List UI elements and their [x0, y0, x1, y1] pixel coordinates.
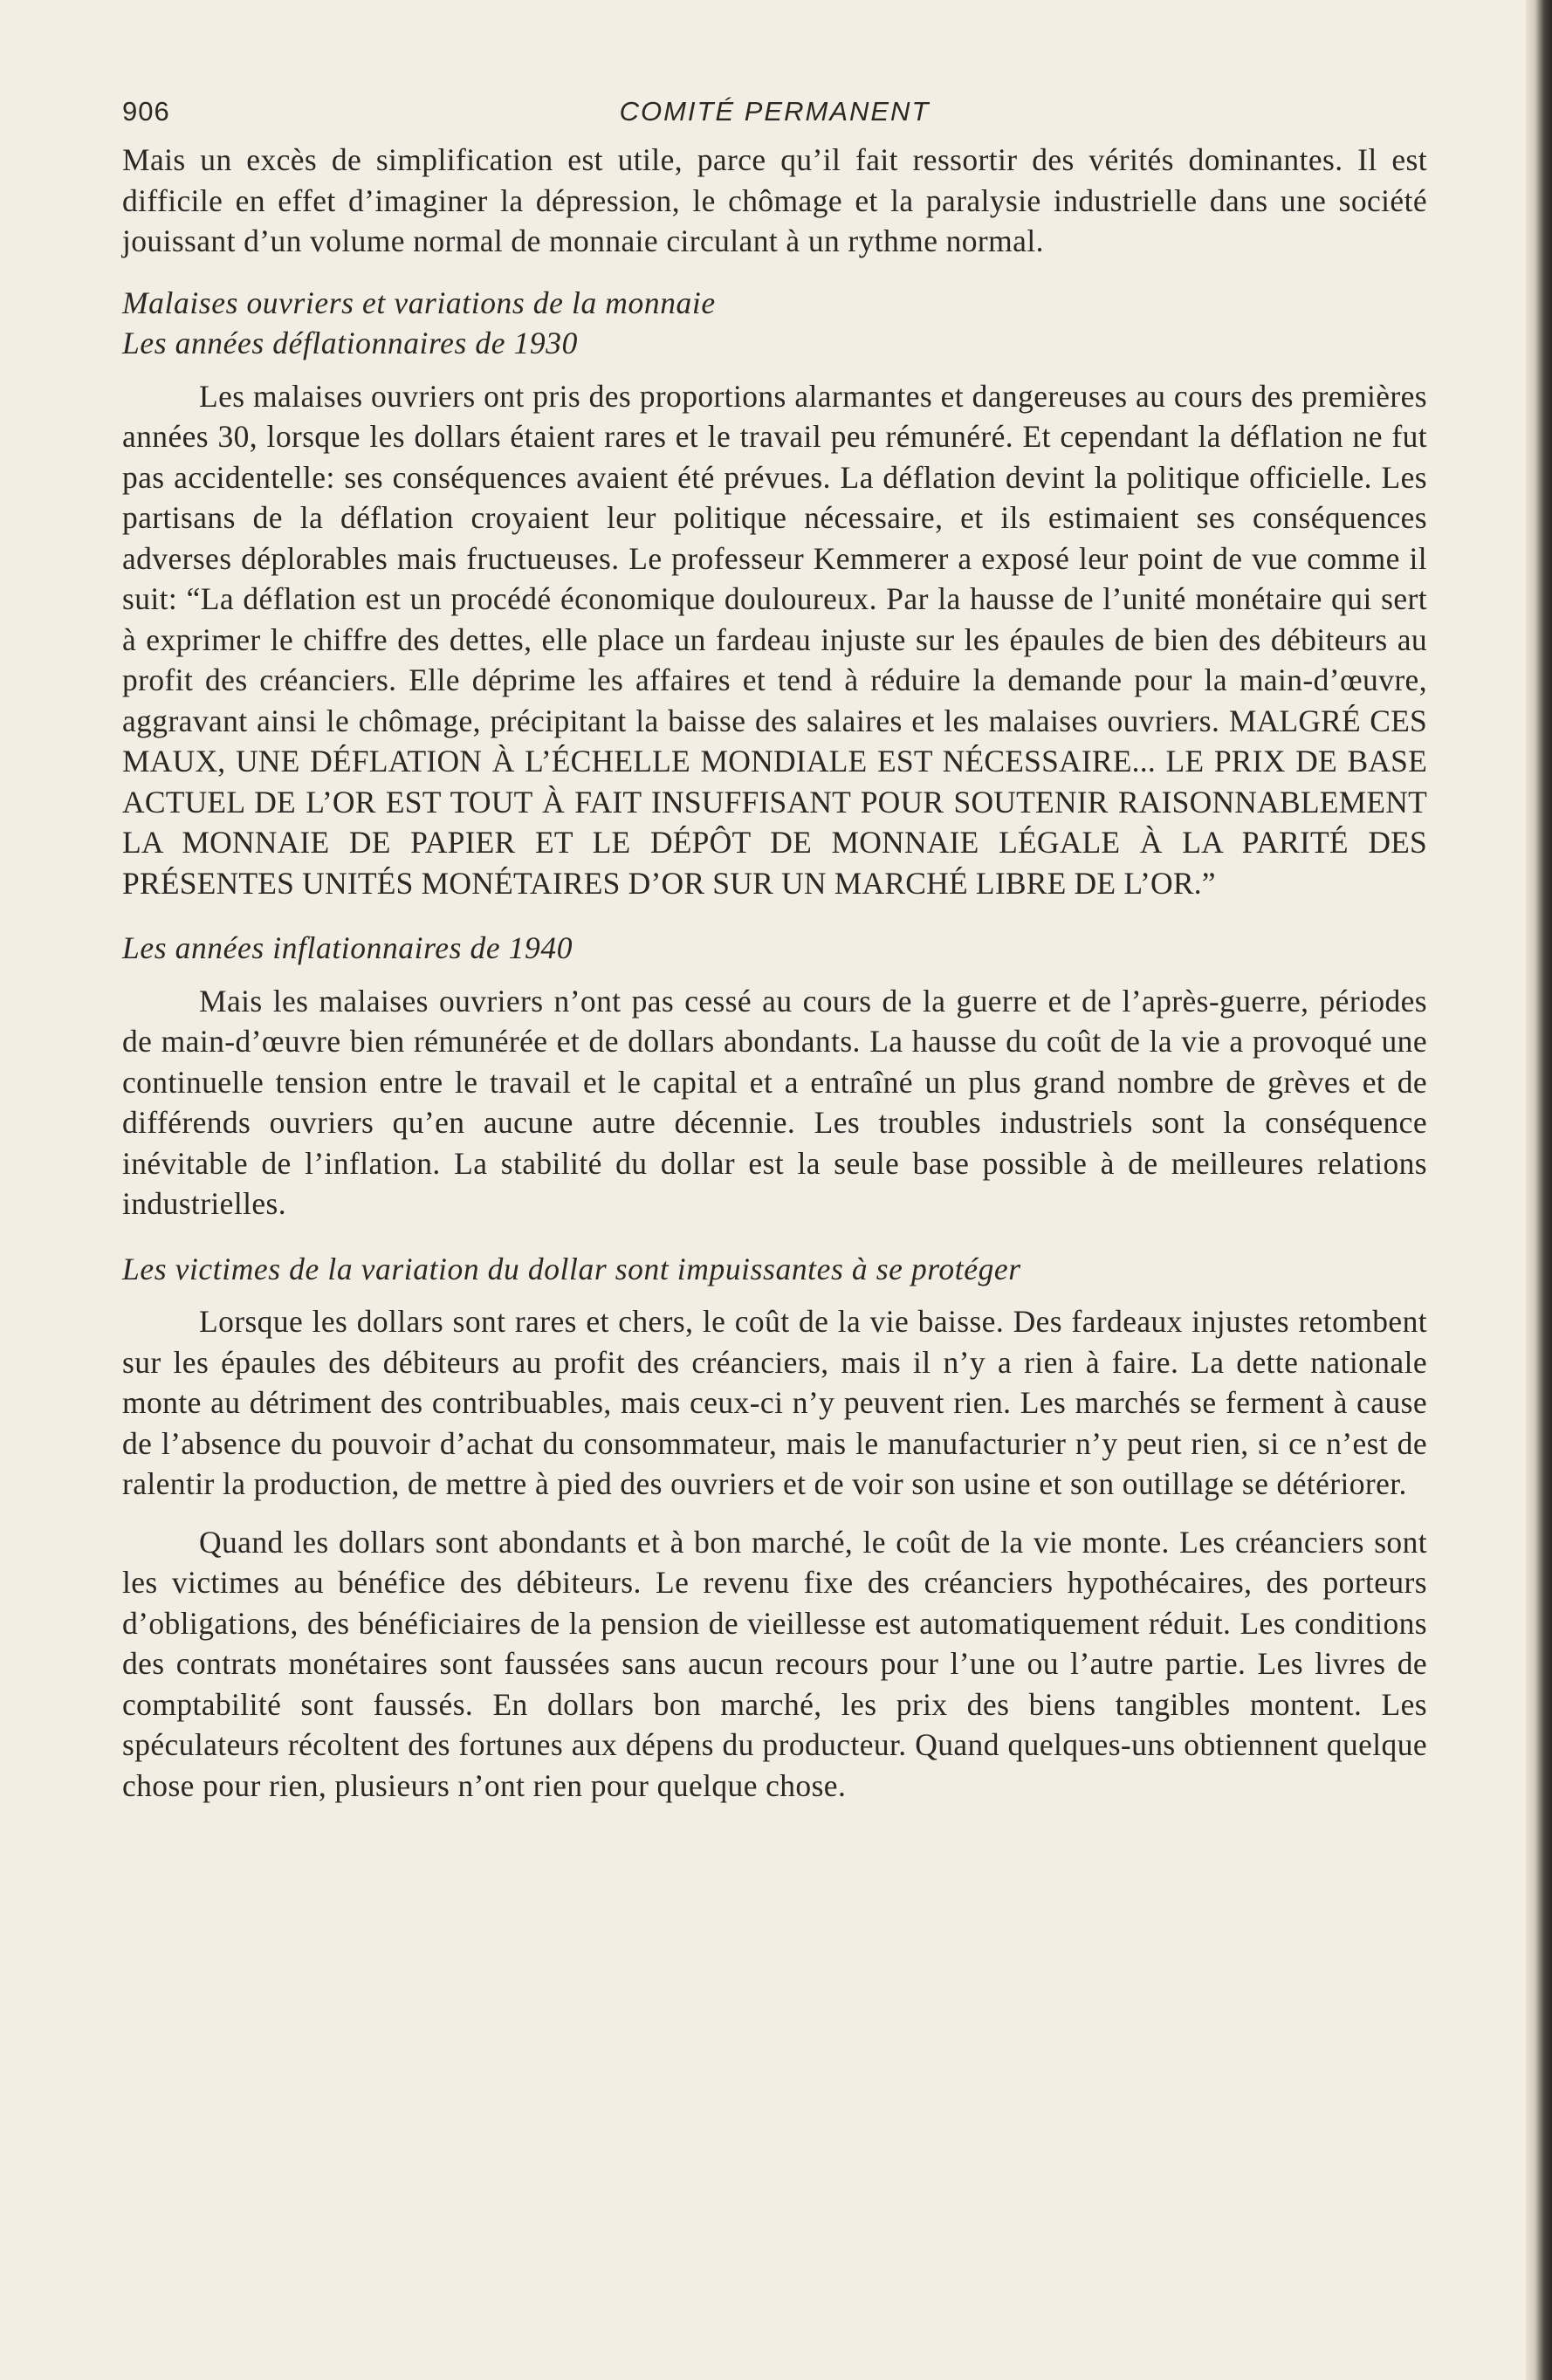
- page-edge-shadow: [1526, 0, 1552, 2380]
- paragraph-4: Lorsque les dollars sont rares et chers, le coût de la vie baisse. Des fardeaux injustes retombent sur les épaules des débiteurs au profit des créanciers, mais il n’y a rien à faire. La dette nationale monte au détriment des contribuables, mais ceux-ci n’y peuvent rien. Les marchés se ferment à cause de l’absence du pouvoir d’achat du consommateur, mais le manufacturier n’y peut rien, si ce n’est de ralentir la production, de mettre à pied des ouvriers et de voir son usine et son outillage se détériorer.: [122, 1304, 1427, 1501]
- subsection-heading-1: Les années déflationnaires de 1930: [122, 326, 578, 360]
- paragraph-2-text: Les malaises ouvriers ont pris des proportions alarmantes et dangereuses au cours des premières années 30, lorsque les dollars étaient rares et le travail peu rémunéré. Et cependant la déflation ne fut pas accidentelle: ses conséquences avaient été prévues. La déflation devint la politique officielle. Les partisans de la déflation croyaient leur politique nécessaire, et ils estimaient ses conséquences adverses déplorables mais fructueuses. Le professeur Kemmerer a exposé leur point de vue comme il suit: “La déflation est un procédé économique douloureux. Par la hausse de l’unité monétaire qui sert à exprimer le chiffre des dettes, elle place un fardeau injuste sur les épaules de bien des débiteurs au profit des créanciers. Elle déprime les affaires et tend à réduire la demande pour la main-d’œuvre, aggravant ainsi le chômage, précipitant la baisse des salaires et les malaises ouvriers.: [122, 378, 1427, 738]
- paragraph-1: Mais un excès de simplification est utile, parce qu’il fait ressortir des vérités dominantes. Il est difficile en effet d’imaginer la dépression, le chômage et la paralysie industrielle dans une société jouissant d’un volume normal de monnaie circulant à un rythme normal.: [122, 142, 1427, 258]
- page-content: [122, 87, 1427, 1806]
- paragraph-2-quote-caps: MALGRÉ CES MAUX, UNE DÉFLATION À L’ÉCHELLE MONDIALE EST NÉCESSAIRE... LE PRIX DE BASE ACTUEL DE L’OR EST TOUT À FAIT INSUFFISANT POUR SOUTENIR RAISONNABLEMENT LA MONNAIE DE PAPIER ET LE DÉPÔT DE MONNAIE LÉGALE À LA PARITÉ DES PRÉSENTES UNITÉS MONÉTAIRES D’OR SUR UN MARCHÉ LIBRE DE L’OR.”: [122, 703, 1427, 901]
- running-title: COMITÉ PERMANENT: [619, 96, 931, 127]
- paragraph-5: Quand les dollars sont abondants et à bon marché, le coût de la vie monte. Les créanciers sont les victimes au bénéfice des débiteurs. Le revenu fixe des créanciers hypothécaires, des porteurs d’obligations, des bénéficiaires de la pension de vieillesse est automatiquement réduit. Les conditions des contrats monétaires sont faussées sans aucun recours pour l’une ou l’autre partie. Les livres de comptabilité sont faussés. En dollars bon marché, les prix des biens tangibles montent. Les spéculateurs récoltent des fortunes aux dépens du producteur. Quand quelques-uns obtiennent quelque chose pour rien, plusieurs n’ont rien pour quelque chose.: [122, 1524, 1427, 1803]
- paragraph-2: [122, 376, 1427, 904]
- page-number: 906: [122, 96, 170, 127]
- paragraph-3: Mais les malaises ouvriers n’ont pas cessé au cours de la guerre et de l’après-guerre, périodes de main-d’œuvre bien rémunérée et de dollars abondants. La hausse du coût de la vie a provoqué une continuelle tension entre le travail et le capital et a entraîné un plus grand nombre de grèves et de différends ouvriers qu’en aucune autre décennie. Les troubles industriels sont la conséquence inévitable de l’inflation. La stabilité du dollar est la seule base possible à de meilleures relations industrielles.: [122, 983, 1427, 1221]
- subsection-heading-2: Les années inflationnaires de 1940: [122, 930, 573, 965]
- section-heading-1: Malaises ouvriers et variations de la monnaie: [122, 285, 716, 320]
- running-header: [122, 87, 1427, 140]
- subsection-heading-3: Les victimes de la variation du dollar sont impuissantes à se protéger: [122, 1251, 1021, 1286]
